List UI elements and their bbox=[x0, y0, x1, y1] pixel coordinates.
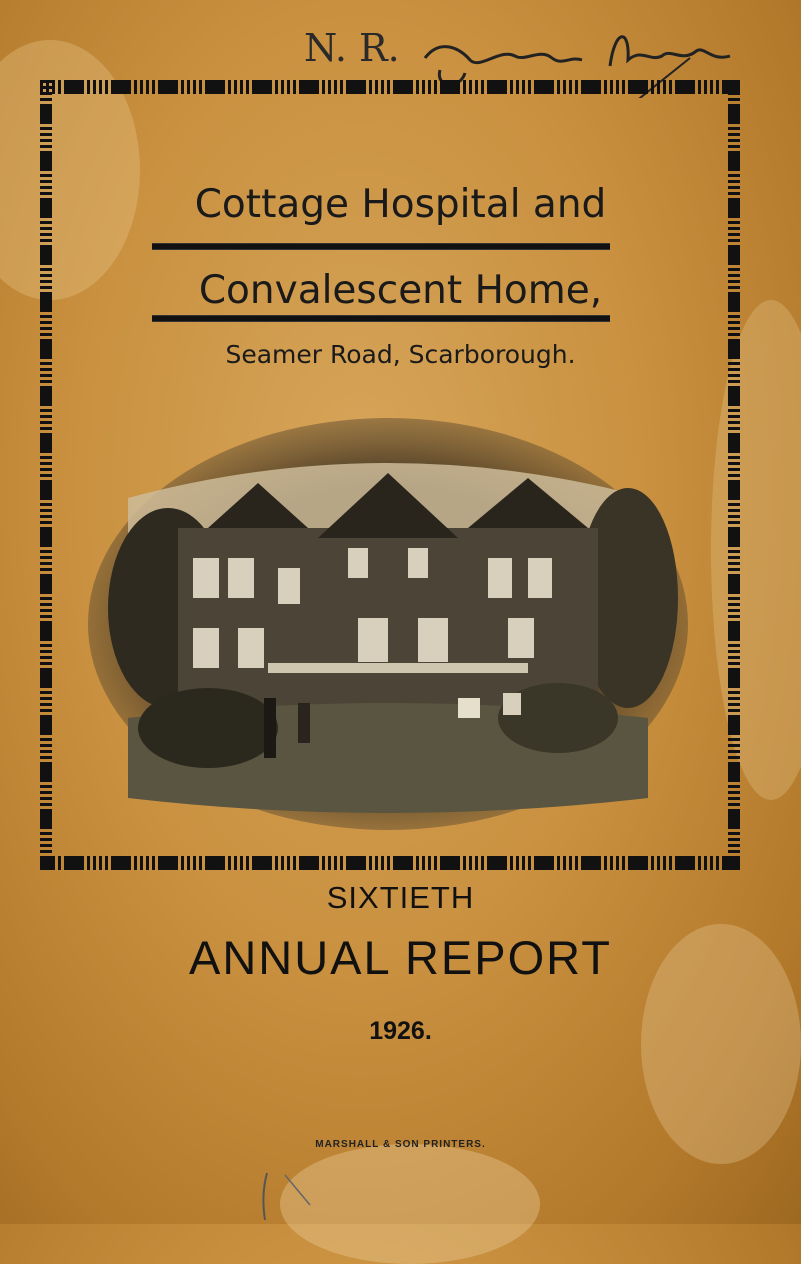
handwritten-annotation bbox=[290, 18, 750, 88]
pencil-mark bbox=[255, 1165, 325, 1225]
title-underline-2 bbox=[152, 316, 610, 321]
handwritten-ref: N. R. bbox=[304, 26, 400, 70]
hospital-photograph bbox=[88, 418, 688, 830]
report-heading: ANNUAL REPORT bbox=[189, 931, 612, 984]
report-ordinal: SIXTIETH bbox=[326, 880, 475, 915]
border-bottom bbox=[40, 856, 740, 870]
paper-stain bbox=[0, 40, 140, 300]
report-year: 1926. bbox=[369, 1017, 432, 1045]
title-line-1: Cottage Hospital and bbox=[194, 182, 607, 227]
printer-credit: MARSHALL & SON PRINTERS. bbox=[315, 1139, 486, 1150]
handwritten-signature bbox=[290, 18, 750, 98]
address: Seamer Road, Scarborough. bbox=[225, 340, 576, 369]
title-underline-1 bbox=[152, 244, 610, 249]
paper-stain bbox=[711, 300, 801, 800]
title-line-2: Convalescent Home, bbox=[198, 268, 603, 313]
